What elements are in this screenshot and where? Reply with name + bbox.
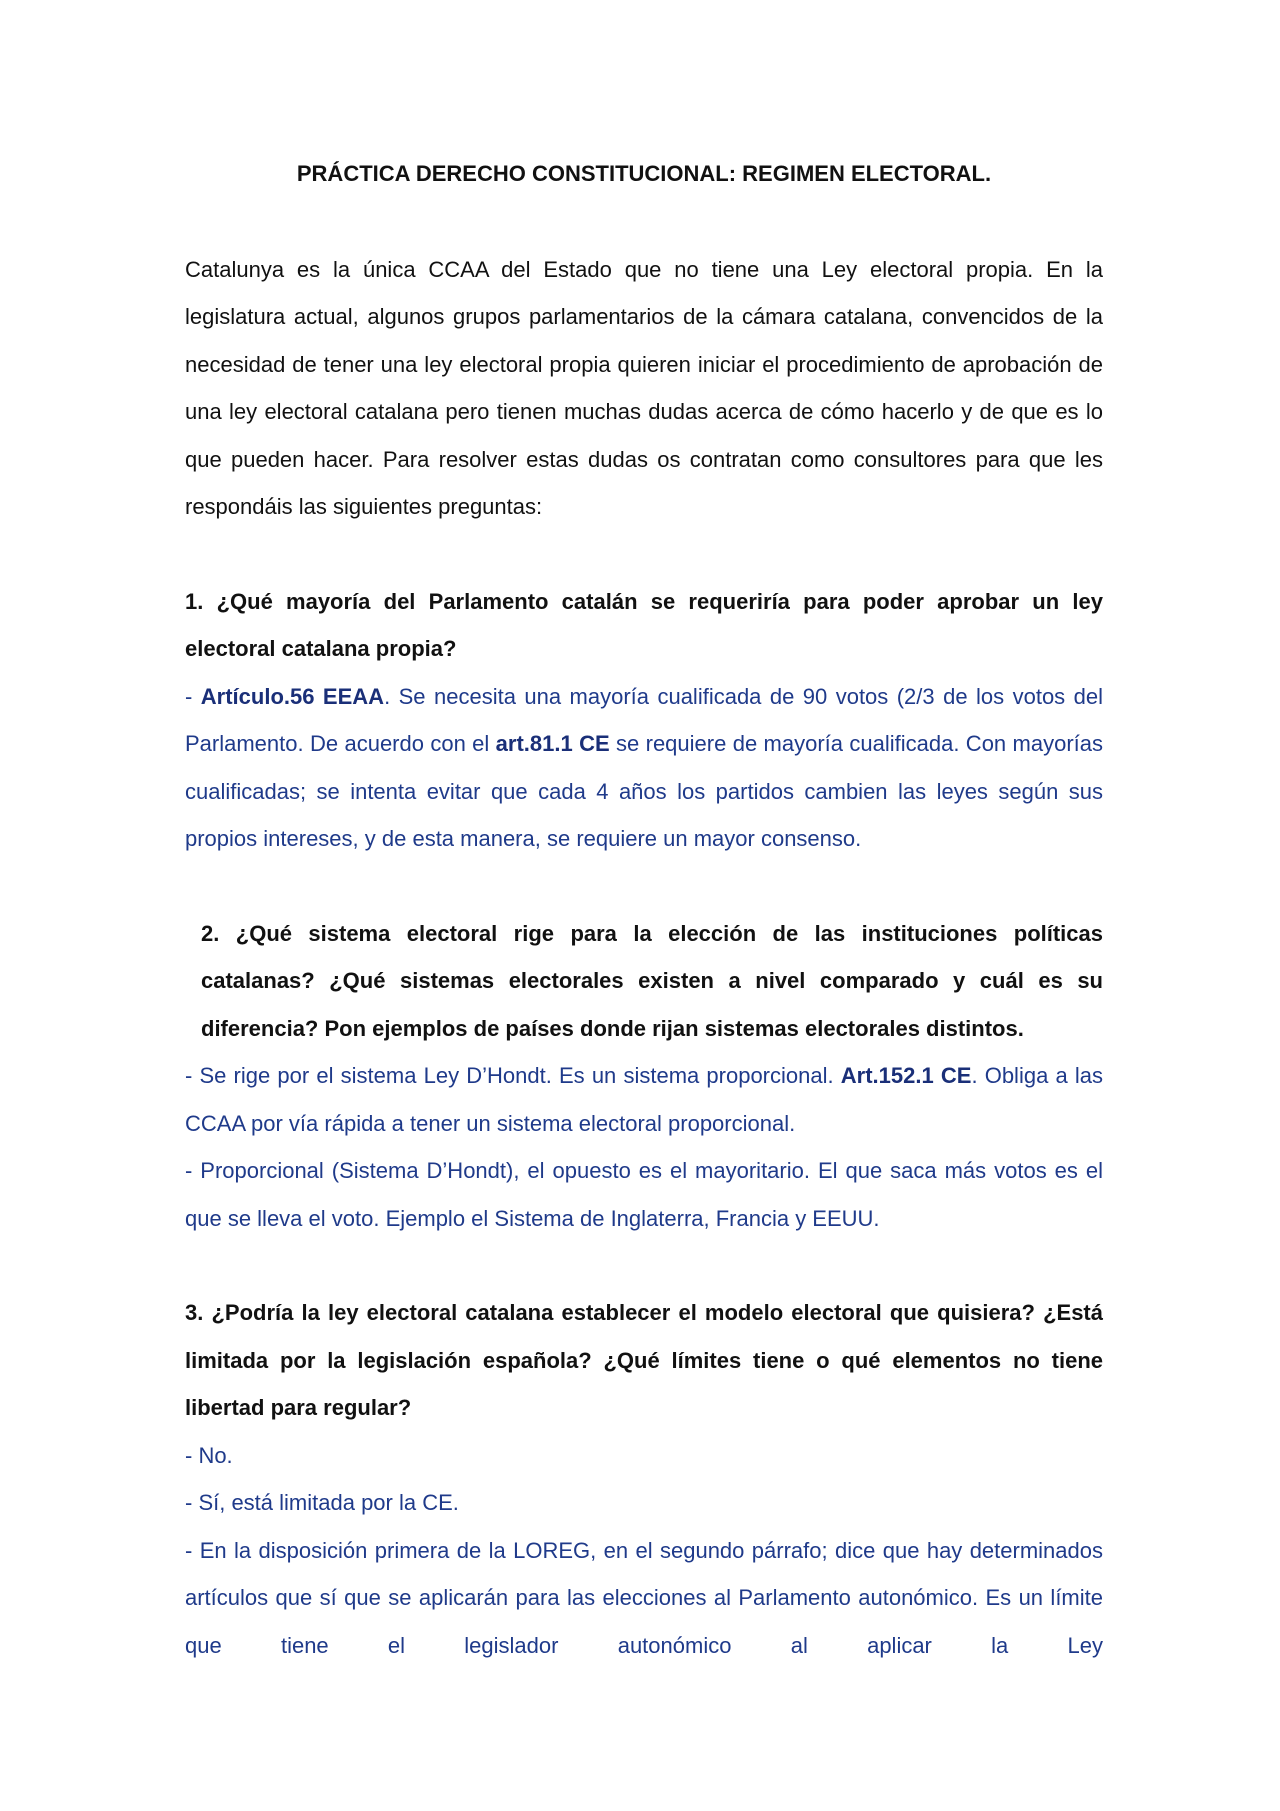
answer-1-text-2: se requiere de mayoría cualificada. Con mayorías cualificadas; se intenta evitar que cada 4 años los partidos cambien las leyes según sus propios intereses, y de esta manera, se requiere un mayor consenso. xyxy=(185,731,1103,851)
spacer xyxy=(185,531,1103,578)
question-2: 2. ¿Qué sistema electoral rige para la elección de las instituciones políticas catalanas? ¿Qué sistemas electorales existen a nivel comparado y cuál es su diferencia? Pon ejemplos de países donde rijan sistemas electorales distintos. xyxy=(201,920,1103,1041)
answer-2-end: . Obliga a las CCAA por vía rápida a tener un sistema electoral proporcional. xyxy=(185,1063,1103,1136)
answer-1-prefix: - xyxy=(185,683,201,709)
spacer xyxy=(185,1242,1103,1289)
document-title: PRÁCTICA DERECHO CONSTITUCIONAL: REGIMEN ELECTORAL. xyxy=(296,161,992,186)
answer-1 xyxy=(185,673,1103,863)
document-body xyxy=(185,150,1103,1669)
answer-3-line-3: - En la disposición primera de la LOREG, en el segundo párrafo; dice que hay determinados artículos que sí que se aplicarán para las elecciones al Parlamento autonómico. Es un límite que tiene el legislador autonómico al aplicar la Ley xyxy=(185,1537,1103,1658)
answer-2-ref-ce: Art.152.1 CE xyxy=(840,1063,972,1088)
answer-3-line-2: - Sí, está limitada por la CE. xyxy=(185,1490,459,1515)
answer-2-text: - Se rige por el sistema Ley D’Hondt. Es un sistema proporcional. xyxy=(185,1063,841,1088)
answer-1-ref-ce: art.81.1 CE xyxy=(495,731,610,756)
answer-1-ref-eeaa: Artículo.56 EEAA xyxy=(200,683,385,709)
answer-3-line-1: - No. xyxy=(185,1442,233,1468)
spacer xyxy=(185,863,1103,910)
answer-1-text-1: . Se necesita una mayoría cualificada de 90 votos (2/3 de los votos del Parlamento. De acuerdo con el xyxy=(185,683,1103,756)
intro-paragraph: Catalunya es la única CCAA del Estado que no tiene una Ley electoral propia. En la legislatura actual, algunos grupos parlamentarios de la cámara catalana, convencidos de la necesidad de tener una ley electoral propia quieren iniciar el procedimiento de aprobación de una ley electoral catalana pero tienen muchas dudas acerca de cómo hacerlo y de que es lo que pueden hacer. Para resolver estas dudas os contratan como consultores para que les respondáis las siguientes preguntas: xyxy=(185,256,1103,519)
answer-2-line-2: - Proporcional (Sistema D’Hondt), el opuesto es el mayoritario. El que saca más votos es el que se lleva el voto. Ejemplo el Sistema de Inglaterra, Francia y EEUU. xyxy=(185,1158,1103,1231)
answer-2-line-1 xyxy=(185,1052,1103,1147)
question-3: 3. ¿Podría la ley electoral catalana establecer el modelo electoral que quisiera? ¿Está limitada por la legislación española? ¿Qué límites tiene o qué elementos no tiene libertad para regular? xyxy=(185,1300,1103,1420)
question-1: 1. ¿Qué mayoría del Parlamento catalán se requeriría para poder aprobar un ley electoral catalana propia? xyxy=(185,588,1103,661)
